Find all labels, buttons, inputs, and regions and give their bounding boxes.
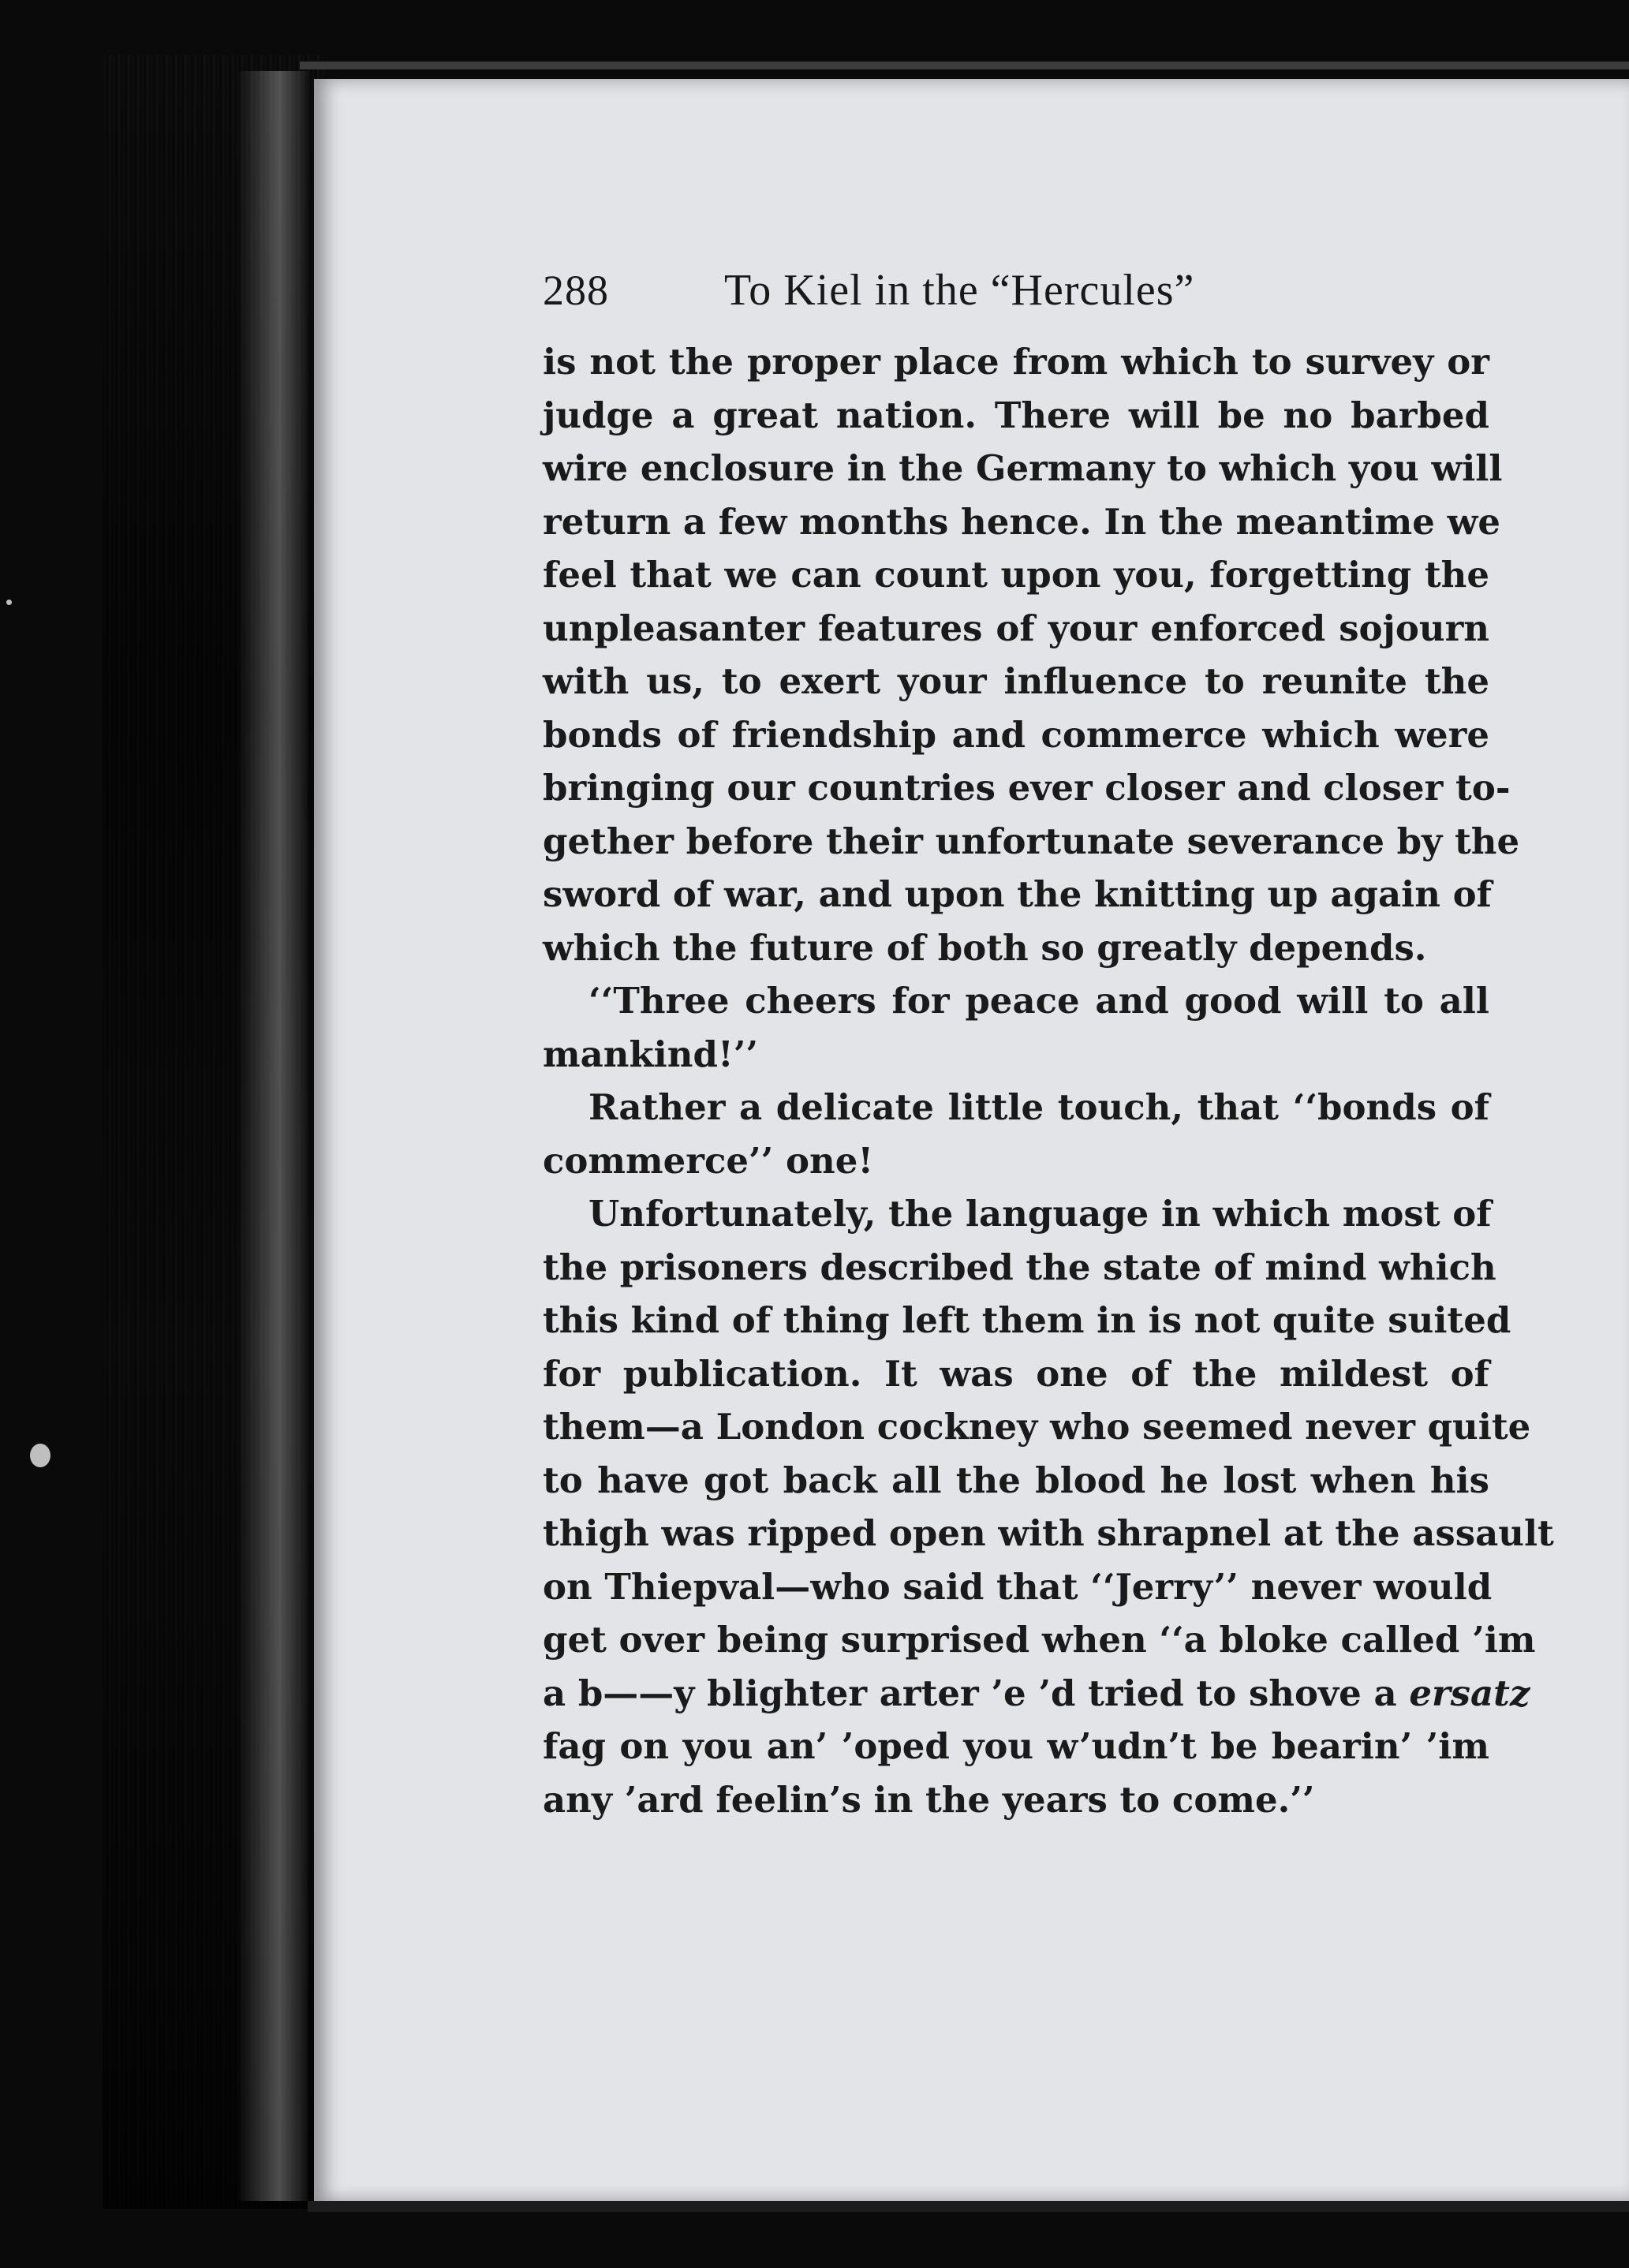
text-line: judge a great nation. There will be no barbed (543, 394, 1489, 436)
text-line: on Thiepval—who said that ‘‘Jerry’’ never would (543, 1565, 1493, 1608)
text-line: them—a London cockney who seemed never quite (543, 1406, 1531, 1448)
text-line-part: a b——y blighter arter ’e ’d tried to shove a (543, 1672, 1410, 1714)
text-line: ‘‘Three cheers for peace and good will to all (588, 980, 1489, 1022)
text-line: Unfortunately, the language in which most of (588, 1193, 1492, 1235)
book-fore-edge-highlight (237, 71, 308, 2201)
body-text (543, 335, 1554, 1826)
page-bottom-edge (308, 2201, 1629, 2212)
text-line-with-italic (543, 1667, 1530, 1721)
running-head (543, 259, 1584, 322)
text-line: mankind!’’ (543, 1033, 759, 1075)
scan-speck (6, 600, 12, 605)
text-line: which the future of both so greatly depends. (543, 926, 1427, 969)
text-line: with us, to exert your influence to reunite the (543, 660, 1489, 702)
scan-speck (30, 1444, 50, 1467)
text-line: any ’ard feelin’s in the years to come.’’ (543, 1778, 1315, 1821)
text-line: bringing our countries ever closer and closer to- (543, 767, 1511, 809)
text-line: for publication. It was one of the mildest of (543, 1352, 1489, 1395)
text-line: sword of war, and upon the knitting up again of (543, 873, 1493, 915)
text-line: return a few months hence. In the meantime we (543, 500, 1500, 543)
text-line: unpleasanter features of your enforced sojourn (543, 607, 1489, 649)
running-title: To Kiel in the “Hercules” (724, 266, 1195, 315)
text-line: the prisoners described the state of mind which (543, 1246, 1496, 1288)
text-line: gether before their unfortunate severance by the (543, 820, 1520, 862)
text-line: Rather a delicate little touch, that ‘‘bonds of (588, 1086, 1489, 1128)
text-line: this kind of thing left them in is not quite suited (543, 1299, 1511, 1341)
text-line: commerce’’ one! (543, 1139, 874, 1182)
text-line: to have got back all the blood he lost when his (543, 1459, 1489, 1501)
text-line: fag on you an’ ’oped you w’udn’t be bearin’ ’im (543, 1725, 1489, 1767)
book-page (314, 79, 1629, 2201)
italic-word: ersatz (1409, 1672, 1530, 1714)
text-line: get over being surprised when ‘‘a bloke called ’im (543, 1619, 1536, 1661)
text-line: wire enclosure in the Germany to which you will (543, 447, 1503, 489)
text-line: feel that we can count upon you, forgetting the (543, 554, 1489, 596)
text-line: is not the proper place from which to survey or (543, 341, 1489, 383)
text-line: thigh was ripped open with shrapnel at the assault (543, 1512, 1554, 1554)
page-number: 288 (543, 267, 609, 314)
text-line: bonds of friendship and commerce which were (543, 713, 1489, 756)
page-top-edge (300, 62, 1629, 69)
